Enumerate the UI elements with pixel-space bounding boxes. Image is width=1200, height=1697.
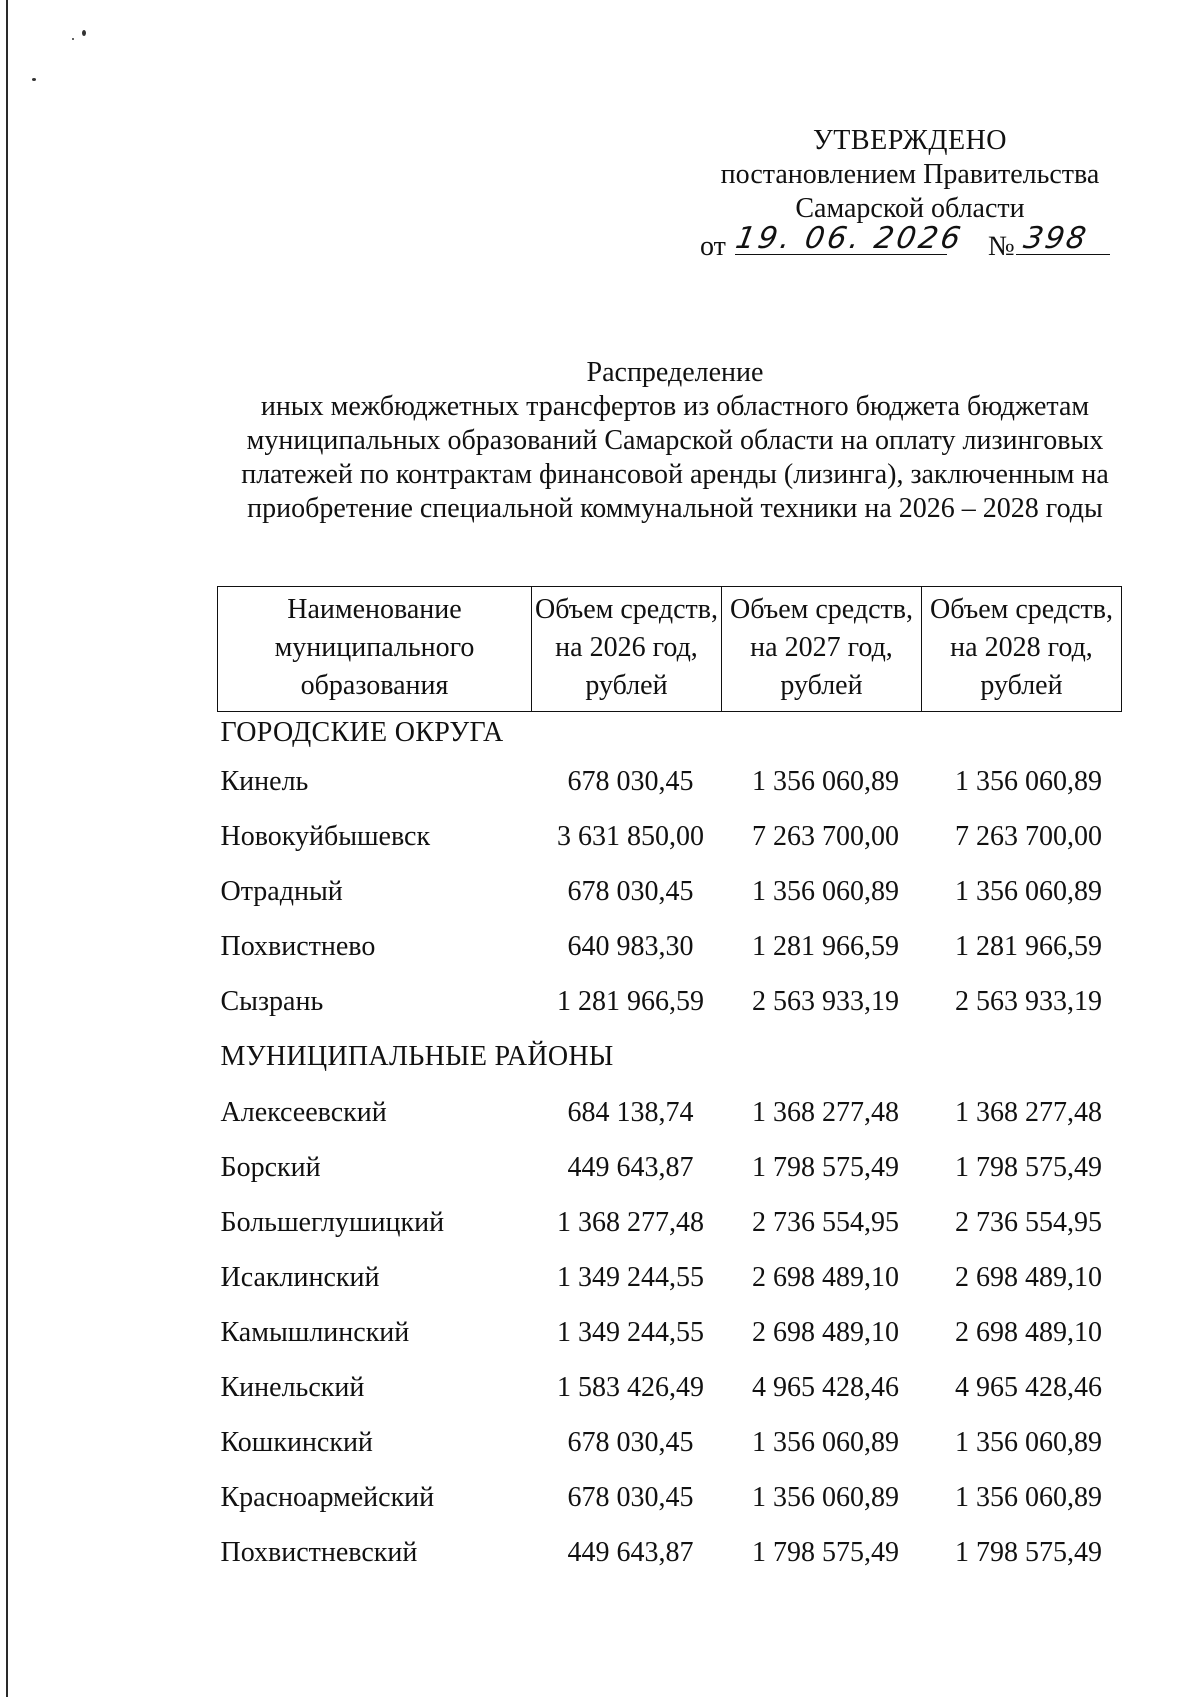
approval-date-number-row <box>700 221 1120 268</box>
approval-line-1: постановлением Правительства <box>720 159 1100 190</box>
approval-line-2: Самарской области <box>795 193 1025 224</box>
page-left-edge <box>6 0 8 1697</box>
header-2026: Объем средств, на 2026 год, рублей <box>532 587 722 712</box>
approval-stamp-block <box>700 124 1120 268</box>
heading-line: приобретение специальной коммунальной техники на 2026 – 2028 годы <box>247 493 1103 524</box>
heading-line: муниципальных образований Самарской области на оплату лизинговых <box>246 425 1104 456</box>
number-prefix: № <box>988 231 1015 262</box>
table-row: Исаклинский 1 349 244,55 2 698 489,10 2 698 489,10 <box>220 1261 1102 1293</box>
approval-title: УТВЕРЖДЕНО <box>812 125 1008 156</box>
table-row: Кинельский 1 583 426,49 4 965 428,46 4 965 428,46 <box>220 1371 1102 1403</box>
section-title-districts: МУНИЦИПАЛЬНЫЕ РАЙОНЫ <box>220 1041 614 1072</box>
table-row: Похвистнево 640 983,30 1 281 966,59 1 281 966,59 <box>220 930 1102 962</box>
table-row: Красноармейский 678 030,45 1 356 060,89 1 356 060,89 <box>220 1481 1102 1513</box>
table-row: Похвистневский 449 643,87 1 798 575,49 1 798 575,49 <box>220 1536 1102 1568</box>
header-2028: Объем средств, на 2028 год, рублей <box>922 587 1122 712</box>
handwritten-date: 19. 06. 2026 <box>733 221 967 256</box>
allocation-table <box>217 586 1122 1580</box>
heading-line: платежей по контрактам финансовой аренды (лизинга), заключенным на <box>241 459 1109 490</box>
date-prefix: от <box>700 231 726 262</box>
scan-speck <box>32 78 36 81</box>
header-municipality: Наименование муниципального образования <box>218 587 532 712</box>
heading-line: Распределение <box>586 357 764 388</box>
table-row: Большеглушицкий 1 368 277,48 2 736 554,95 2 736 554,95 <box>220 1206 1102 1238</box>
table-row: Кинель 678 030,45 1 356 060,89 1 356 060,89 <box>220 765 1102 797</box>
section-title-urban: ГОРОДСКИЕ ОКРУГА <box>220 717 504 748</box>
handwritten-number: 398 <box>1021 221 1091 256</box>
heading-line: иных межбюджетных трансфертов из областного бюджета бюджетам <box>260 391 1090 422</box>
section-row <box>218 712 1122 755</box>
table-row: Камышлинский 1 349 244,55 2 698 489,10 2 698 489,10 <box>220 1316 1102 1348</box>
table-row: Кошкинский 678 030,45 1 356 060,89 1 356 060,89 <box>220 1426 1102 1458</box>
table-row: Сызрань 1 281 966,59 2 563 933,19 2 563 933,19 <box>220 985 1102 1017</box>
table-row: Отрадный 678 030,45 1 356 060,89 1 356 060,89 <box>220 875 1102 907</box>
document-heading <box>200 356 1150 526</box>
table-row: Новокуйбышевск 3 631 850,00 7 263 700,00 7 263 700,00 <box>220 820 1102 852</box>
section-row <box>218 1029 1122 1085</box>
table-row: Алексеевский 684 138,74 1 368 277,48 1 368 277,48 <box>220 1096 1102 1128</box>
scan-speck <box>82 30 86 36</box>
header-2027: Объем средств, на 2027 год, рублей <box>722 587 922 712</box>
table-header-row <box>218 587 1122 712</box>
table-row: Борский 449 643,87 1 798 575,49 1 798 575,49 <box>220 1151 1102 1183</box>
scan-speck <box>72 38 74 40</box>
